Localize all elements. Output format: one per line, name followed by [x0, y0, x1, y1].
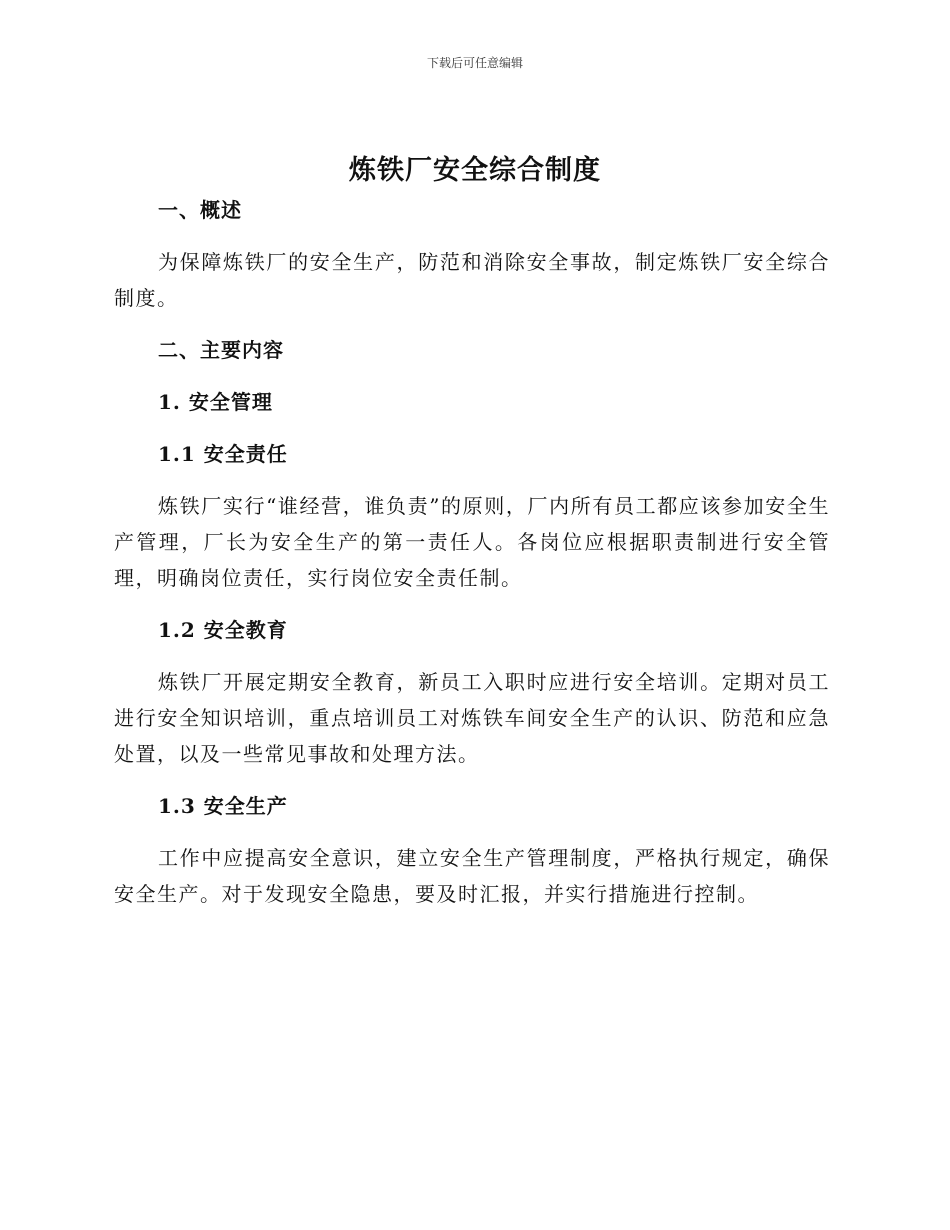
- overview-heading: 一、概述: [158, 198, 242, 222]
- safety-responsibility-heading: 1.1 安全责任: [158, 442, 288, 466]
- document-body: [114, 192, 830, 912]
- safety-responsibility-paragraph: 炼铁厂实行“谁经营，谁负责”的原则，厂内所有员工都应该参加安全生产管理，厂长为安全生产的第一责任人。各岗位应根据职责制进行安全管理，明确岗位责任，实行岗位安全责任制。: [114, 494, 830, 590]
- overview-paragraph: 为保障炼铁厂的安全生产，防范和消除安全事故，制定炼铁厂安全综合制度。: [114, 250, 830, 310]
- safety-production-heading: 1.3 安全生产: [158, 794, 288, 818]
- safety-education-paragraph: 炼铁厂开展定期安全教育，新员工入职时应进行安全培训。定期对员工进行安全知识培训，重点培训员工对炼铁车间安全生产的认识、防范和应急处置，以及一些常见事故和处理方法。: [114, 670, 830, 766]
- safety-management-heading: 1. 安全管理: [158, 390, 273, 414]
- main-content-heading: 二、主要内容: [158, 338, 284, 362]
- header-note: 下载后可任意编辑: [426, 56, 523, 70]
- document-title: 炼铁厂安全综合制度: [349, 155, 601, 186]
- safety-production-paragraph: 工作中应提高安全意识，建立安全生产管理制度，严格执行规定，确保安全生产。对于发现安全隐患，要及时汇报，并实行措施进行控制。: [114, 846, 830, 906]
- safety-education-heading: 1.2 安全教育: [158, 618, 288, 642]
